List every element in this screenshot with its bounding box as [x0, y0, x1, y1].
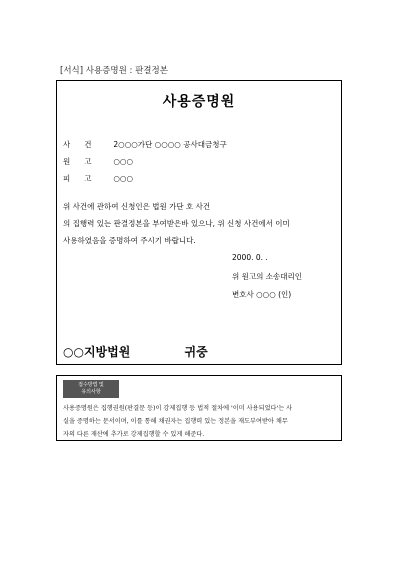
- notice-tab: [63, 380, 119, 398]
- notice-tab-line2: 유의사항: [81, 389, 101, 395]
- field-plaintiff: [63, 156, 133, 167]
- field-case-label: 사건: [63, 140, 106, 149]
- notice-tab-line1: 접수방법 및: [78, 382, 104, 388]
- notice-line: 자의 다른 재산에 추가로 강제집행할 수 있게 해준다.: [63, 431, 205, 438]
- court-addressee: [63, 343, 208, 360]
- court-suffix: 귀중: [184, 345, 208, 359]
- field-case-value: 2○○○가단 ○○○○ 공사대금청구: [113, 140, 227, 149]
- notice-text: [63, 402, 335, 441]
- notice-box: [56, 375, 342, 441]
- body-line: 의 집행력 있는 판결정본을 부여받은바 있으나, 위 신청 사건에서 이미: [63, 219, 290, 228]
- lawyer-signature: 변호사 ○○○ (인): [232, 290, 292, 299]
- form-title: 사용증명원: [162, 94, 236, 110]
- field-plaintiff-value: ○○○: [113, 157, 134, 166]
- body-line: 위 사건에 관하여 신청인은 법원 가단 호 사건: [63, 202, 211, 211]
- body-line: 사용하였음을 증명하여 주시기 바랍니다.: [63, 236, 196, 245]
- notice-line: 사용증명원은 집행권원(판결문 등)이 강제집행 등 법적 절차에 '이미 사용되었다'는 사: [63, 405, 293, 412]
- field-plaintiff-label: 원고: [63, 157, 106, 166]
- notice-line: 실을 증명하는 문서이며, 이를 통해 채권자는 집행력 있는 정본을 재도부여받아 채무: [63, 418, 288, 425]
- field-case: [63, 139, 227, 150]
- field-defendant-label: 피고: [63, 174, 106, 183]
- body-text: [63, 198, 335, 249]
- field-defendant: [63, 173, 133, 184]
- court-name: ○○지방법원: [63, 345, 131, 359]
- form-box: [56, 80, 342, 365]
- header-line: [서식] 사용증명원 : 판결정본: [60, 66, 168, 76]
- signer-line: 위 원고의 소송대리인: [232, 272, 302, 281]
- date: 2000. 0. .: [232, 253, 268, 262]
- field-defendant-value: ○○○: [113, 174, 134, 183]
